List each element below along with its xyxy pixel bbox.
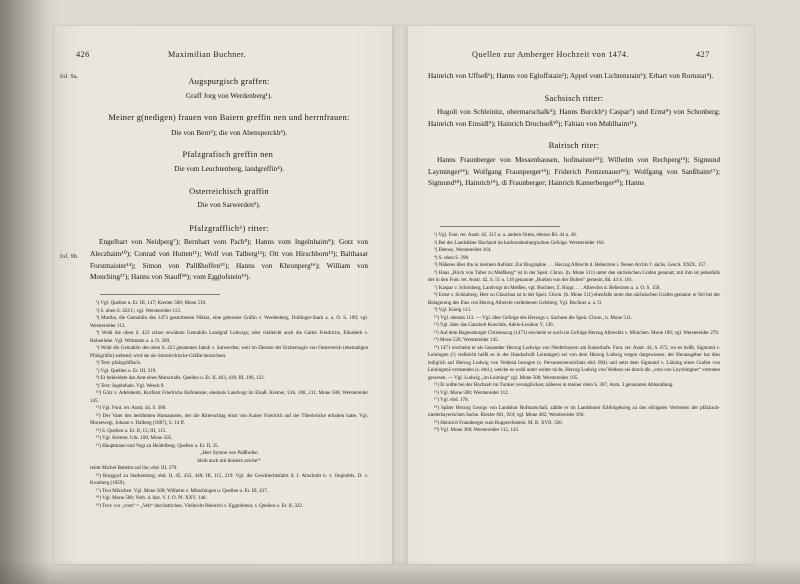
right-body-text (428, 70, 720, 189)
footnote: ¹²) Der Vater des berühmten Humanisten, der die Ritterschlag einst von Kaiser Friedrich auf der Tiberbrücke erhalten hatte. Vgl. Morsewegi, Johann v. Dalberg (1887), S. 14 ff. (90, 412, 368, 426)
footnote: ⁷) Kaspar v. Schönberg, Landvogt im Meißen, vgl. Buchner, Z. Biogr. . . . Albrechts d. Beherzten a. a. O. S. 158. (434, 284, 661, 291)
footnote: ⁸) Er bekleidete das Amt eines Marschalls. Quellen u. Er. II, 403, 418; III, 196, 122. (96, 375, 265, 381)
footnote: ¹) Vgl. Quellen u. Er. III, 147; Kremer 508; Mone 518. (96, 300, 207, 306)
section-heading-augspurgisch: Augspurgisch graffen: (188, 77, 270, 86)
footnote: ¹⁵) Hauptmann und Vogt zu Heidelberg. Quellen u. Er. II, 35. (96, 442, 219, 449)
footnote: ¹⁹) Heinrich Fraunberger zum Rupprechtstein. M. B. XVII, 326. (434, 419, 563, 426)
footnote: ¹¹) Vgl. Font. rer. Austr. 44, S. 388. (96, 405, 167, 411)
footnote: ¹⁹) Text: vor „vom“ = „Velt“ durchstrichen. Vielleicht Heinrich v. Egglofstein; s. Quellen u. Er. II, 322. (96, 502, 304, 509)
section-heading-sachsisch-ritter: Sachsisch ritter: (544, 93, 604, 103)
left-page-number: 426 (76, 50, 90, 59)
section-line-pfalzgrafisch: Die vom Leuchtenberg, landgreffin⁴). (174, 163, 284, 173)
section-heading-bairisch-riter: Bairisch riter: (548, 141, 600, 151)
right-page (400, 26, 754, 564)
footnote: ¹⁶) Vgl. Mone 508; Werstereider 112. (434, 389, 509, 396)
footnote: ²) S. oben S. 424 f.; vgl. Werstereider 113. (96, 307, 182, 314)
footnote: ⁹) Vgl. König 113. (434, 307, 472, 313)
section-heading-osterreichisch: Osterreichisch graffin (189, 186, 269, 196)
footnote: ⁶) Text: pfalzgräflisch. (96, 360, 142, 366)
footnote: ⁸) Ernst v. Schönberg. Herr zu Glauchau ist in der Speir. Chron. (h. Mone 511) ebenfalls unter den sächsischen Grafen genannt; er fiel bei der Belagerung des Ihus von Herzog Albrecht verliehenen Gelsberg. Vgl. Buchner a. a. O. (428, 292, 720, 306)
footnote: ⁴) S. oben S. 398. (434, 254, 470, 261)
footnote: ²) Bei der Landshäter Hochzeit im kurbrandenburgischen Gefolge. Werstereider 164. (434, 239, 605, 246)
footnote: ³) Martha, die Gemahlin des 1473 gestorbenen Niklas, eine geborene Gräfin v. Werdenberg. Dollinger-Stark a. a. O. S. 189; vgl. Werstereider 113. (90, 315, 368, 329)
footnote: ¹²) Auf dem Regensburger Christenzug (1471) erscheint er noch im Gefolge Herzog Albrechts v. München. Mone 189; vgl. Werstereider 279. (434, 329, 720, 336)
footnote: ¹⁷) Text Mönchen. Vgl. Mone 508; Wilhelm v. Mönchingen u. Quellen u. Er. III, 437. (96, 487, 268, 494)
footnote: ¹⁰) Götz v. Adelsheim, Kurfürst Friedrichs Hofmeister, ehemals Landvogt im Elsaß. Kremer, Urk. 108, 211; Mone 508; Werstereider 145. (90, 390, 368, 404)
left-page (54, 26, 400, 564)
footnote: ¹³) S. Quellen u. Er. II, 15; III, 115. (96, 427, 167, 434)
footnote: ¹⁴) 1471 erscheint er als Gesandter Herzog Ludwigs von Niederbayern am Kaiserhofe. Font. rer. Austr. 44, S. 672, wo es heißt, Sigmund v. Leiningen (!) vielleicht heißt es in der Handschrift Leiminger) sei von dem Herzog Ludwig wegen dargewiesen; der Herausgeber hat dies lediglich auf Herzog Ludwig von Veldenä bezogen (s. Personenverzeichnis ebd. 694) und setzt dem Sigmund v. Läining eines Grafen von Leiningenä verstanden (s. ebd.), welche es wohl unter weiter nicht, Herzog Ludwig von Veldenz sei durch die „vera von Leychingner“ vertreten gewesen. — Vgl. Ludwig „im Leiming“ vgl. Mone 508; Werstereider 195. (428, 344, 720, 381)
footnote: ¹¹) Vgl. über das Ganzheit Knechtle, Adels-Lexikon V, 136. (434, 322, 554, 328)
footnote: ¹³) Mone 528; Werstereider 145. (434, 337, 499, 343)
footnote: ⁶) Hans „Birck von Tuber zu Meißberg“ ist in der Speir. Chron. (h. Mone 511) unter den sächsischen Grafen genannt; mit ihm ist jedenfalls der in den Font. rer. Austr. 42, S. 51 u. 118 genannte „Burken von der Duben“ gemeint, ßd. 44 S. 161. (428, 269, 720, 283)
footnote: ¹⁸) Vgl. Mone 508; Verb. d. hist. V. f. O. Pf. XXV, 146. (96, 495, 207, 501)
footnote: ¹⁸) Später Herzog Georgs von Landshut Hofmarschall, zählte er im Landshuter Erbfolgekrieg zu den eifrigsten Vertretern der pfälzisch-niederbayerischen Sache. Riezler 601, 924; vgl. Mone 482; Werstereider 160. (428, 404, 720, 418)
footnote-verse-line-1: „Herr Symon von Palßhofen (200, 450, 258, 456)
section-heading-pfalzgrafisch: Pfalzgrafisch greffin nen (182, 150, 276, 160)
footnote: ¹⁶) Burggraf zu Starkenburg; ebd. II, 45, 433, 448; III, 115, 219. Vgl. die Geschlechtsfahrt d. J. Abschnitt b. v. Oeginfels, D. v. Kronberg (1859). (90, 472, 368, 486)
marginalia-fol-9b: fol. 9b. (60, 254, 79, 260)
footnote: ⁷) Vgl. Quellen u. Er. III, 219. (96, 367, 157, 374)
section-line-uffsess: Hainrich von Uffseß¹); Hanns von Egloffstain²); Appel vom Lichtenstain³); Erhart von Rornstat⁴). (428, 71, 714, 80)
section-line-pfalzgrafflich-ritter: Engelhart von Neidperg⁷); Bernhart vom Pach⁸); Hanns vom Ingelnhaim⁹); Gotz von Aleczhaim¹⁰); Conrad von Hutten¹¹); Wolf von Talberg¹²); Ott von Hirschhorn¹³); Balthasar Forstmaister¹⁴); Simon von Pallßhoffen¹⁵); Hanns von Khronperg¹⁶); William von Monching¹⁷); Hanns von Stauff¹⁸); vom Egglofstein¹⁹). (90, 237, 368, 282)
footnote-rule-right (440, 226, 560, 227)
footnote: ¹⁴) Vgl. Kremer, Urk. 100; Mone 505. (96, 435, 173, 441)
footnote: reimt Michel Beheim auf ihn; ebd. III, 279. (90, 465, 178, 471)
footnote-verse-line-2: bleib auch mit hindern zeiche¹⁴ (197, 457, 261, 464)
section-line-sachsisch-ritter: Hugolt von Schleinitz, obermarschalk⁵); Hanns Burckh⁶) Caspar⁷) und Ernst⁸) von Schonberg; Hainrich von Einsidl⁹); Hainrich Druchseß¹⁰); Fabian von Muhlhaim¹¹). (428, 107, 720, 128)
footnote: ⁵) Näheres über ihn in meinem Aufsatz: Zur Biographie . . . Herzog Albrecht d. Beherzten i. Neuen Archiv f. sächs. Gesch. XXIX, 157. (434, 262, 707, 268)
section-heading-meiner-gnedigen: Meiner g(nedigen) frauen von Baiern greffin nen und herrnfrauen: (108, 113, 350, 123)
footnote: ³) Ebenso, Werstereider 164. (434, 247, 492, 253)
footnote: ⁵) Wohl die Gemahlin des oben S. 423 genannten Jakob v. Sarwerden; weil im Dienste der Erzherzogin von Oesterreich (ehemaligen Pfalzgräfin) stehend, wird sie als österreichische Gräfin bezeichnet. (90, 345, 368, 359)
left-running-head: Maximilian Buchner. (168, 50, 247, 59)
left-body-text (90, 70, 368, 283)
footnote-rule-left (100, 294, 220, 295)
footnote: ¹⁵) Er sollte bei der Hochzeit im Turnier verunglücken; näheres in meiner oben S. 387, Anm. 3 genannten Abhandlung. (434, 382, 674, 388)
left-footnotes (90, 300, 368, 510)
section-line-osterreichisch: Die von Sarwerden⁵). (197, 200, 261, 210)
footnote: ¹⁷) Vgl. ebd. 178. (434, 397, 469, 403)
book-gutter (392, 26, 408, 564)
footnote: ¹⁰) Vgl. ebenda 113. — Vgl. über Gefolge des Herzogs v. Sachsen die Speir. Chron., h. Mone 511. (434, 314, 633, 321)
section-line-augspurgisch: Graff Jorg von Werdenberg¹). (185, 90, 273, 100)
right-running-head: Quellen zur Amberger Hochzeit von 1474. (472, 50, 629, 59)
marginalia-fol-9a: fol. 9a. (60, 74, 79, 80)
footnote: ²⁰) Vgl. Mone 388; Werstereider 112, 145. (434, 427, 520, 433)
section-line-meiner-gnedigen: Die von Bern²); die von Abensperckh³). (171, 127, 287, 137)
footnote: ⁹) Text: Ingelnhain. Vgl. Wesch 9. (96, 382, 165, 389)
right-footnotes (428, 232, 720, 435)
section-heading-pfalzgrafflich-ritter: Pfalzgrafflich⁶) ritter: (189, 223, 269, 233)
footnote: ⁴) Wohl die oben S. 423 schon erwähnte Gemahlin Landgraf Ludwigs; oder vielleicht auch die Gattin Friedrichs, Elisabeth v. Hohenlohe. Vgl. Wittmann a. a. O. 289. (90, 330, 368, 344)
footnote: ¹) Vgl. Font. rer. Austr. 42, 315 u. a. andern Orten, ebenso ßd. 44 u. 46. (434, 232, 577, 238)
section-line-bairisch-riter: Hanns Fraunberger von Messenhausen, hofmaister¹²); Wilhelm von Rechperg¹³); Sigmund Layminger¹⁴); Wolfgang Fraunperger¹⁵); Friderich Pentzenauer¹⁶); Wolfgang von Sanßhaim¹⁷); Sigmund¹⁸), Hainrich¹⁹), di Fraunberger; Hainrich Kamerberger²⁰); Hanns (428, 154, 720, 188)
right-page-number: 427 (696, 50, 710, 59)
